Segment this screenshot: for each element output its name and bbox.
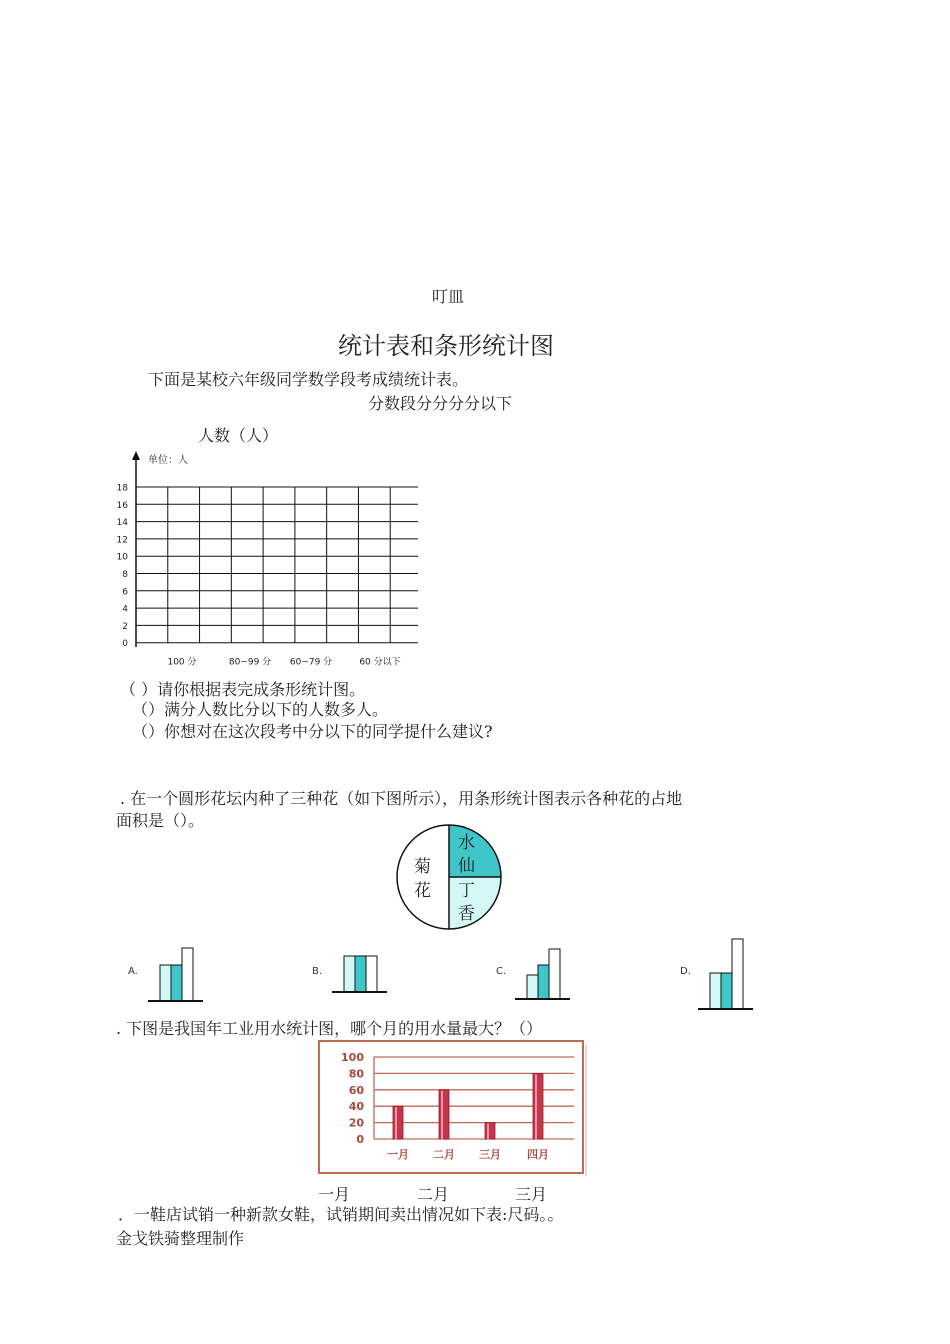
narcissus-label-1: 水 bbox=[458, 833, 475, 853]
grid-y-tick-label: 16 bbox=[116, 500, 128, 511]
grid-y-tick-label: 18 bbox=[116, 483, 128, 494]
option-a-bar-1 bbox=[160, 965, 171, 1001]
option-d-bar-3 bbox=[732, 939, 743, 1009]
intro-text: 下面是某校六年级同学数学段考成绩统计表。 bbox=[148, 370, 469, 389]
water-x-label: 四月 bbox=[527, 1148, 549, 1161]
blank-grid-chart bbox=[108, 448, 418, 676]
option-c-bar-1 bbox=[527, 975, 538, 999]
option-b-label: B. bbox=[312, 966, 323, 977]
grid-y-tick-label: 10 bbox=[116, 552, 128, 563]
water-bar-highlight bbox=[395, 1107, 397, 1139]
water-x-label: 二月 bbox=[433, 1148, 455, 1161]
table-header: 分数段分分分分以下 bbox=[368, 394, 513, 413]
lilac-label-2: 香 bbox=[458, 904, 475, 924]
grid-lines bbox=[136, 487, 418, 643]
chrysanthemum-label-2: 花 bbox=[414, 881, 431, 901]
option-c-chart bbox=[512, 944, 574, 1004]
water-y-tick-label: 0 bbox=[356, 1133, 364, 1146]
option-d-chart bbox=[696, 934, 756, 1014]
option-c-label: C. bbox=[496, 966, 507, 977]
flower-question-line-1: . 在一个圆形花坛内种了三种花（如下图所示），用条形统计图表示各种花的占地 bbox=[120, 789, 683, 808]
option-a-bar-3 bbox=[182, 948, 193, 1001]
water-question: . 下图是我国年工业用水统计图，哪个月的用水量最大？（） bbox=[116, 1019, 543, 1038]
below-label-2: 二月 bbox=[417, 1185, 450, 1204]
option-a-bar-2 bbox=[171, 965, 182, 1001]
water-y-tick-label: 80 bbox=[348, 1067, 364, 1081]
question-2: （）满分人数比分以下的人数多人。 bbox=[132, 700, 389, 719]
flower-bed-circle bbox=[395, 822, 503, 932]
option-b-chart bbox=[330, 944, 390, 1004]
water-usage-chart bbox=[316, 1038, 588, 1178]
grid-y-tick-label: 8 bbox=[122, 570, 128, 580]
option-d-bar-1 bbox=[710, 973, 721, 1009]
option-d-label: D. bbox=[680, 966, 691, 977]
grid-y-tick-label: 14 bbox=[116, 518, 128, 529]
option-c-bar-3 bbox=[549, 949, 560, 999]
water-bar-highlight bbox=[487, 1124, 489, 1139]
grid-y-tick-label: 6 bbox=[122, 587, 128, 598]
grid-y-tick-label: 0 bbox=[122, 639, 128, 650]
unit-label: 单位：人 bbox=[148, 455, 188, 466]
water-bar-highlight bbox=[535, 1074, 537, 1139]
grid-x-label: 100 分 bbox=[167, 657, 197, 668]
page-title: 统计表和条形统计图 bbox=[338, 332, 554, 360]
flower-question-line-2: 面积是（）。 bbox=[116, 811, 205, 830]
below-label-3: 三月 bbox=[515, 1185, 548, 1204]
water-y-tick-label: 60 bbox=[348, 1083, 364, 1097]
question-1: （ ）请你根据表完成条形统计图。 bbox=[120, 680, 366, 699]
option-d-bar-2 bbox=[721, 973, 732, 1009]
water-bar bbox=[439, 1090, 449, 1139]
option-c-bar-2 bbox=[538, 965, 549, 999]
option-a-chart bbox=[146, 944, 206, 1004]
shoe-question: ．一鞋店试销一种新款女鞋，试销期间卖出情况如下表:尺码。。 bbox=[118, 1205, 564, 1224]
grid-x-label: 60 分以下 bbox=[359, 657, 401, 668]
footer-text: 金戈铁骑整理制作 bbox=[116, 1229, 245, 1248]
water-y-tick-label: 100 bbox=[341, 1051, 364, 1064]
question-3: （）你想对在这次段考中分以下的同学提什么建议? bbox=[132, 722, 493, 741]
grid-y-tick-label: 12 bbox=[116, 535, 128, 546]
y-axis-arrow-icon bbox=[132, 451, 140, 460]
grid-x-labels bbox=[167, 656, 400, 668]
option-b-bar-1 bbox=[344, 956, 355, 992]
water-y-tick-label: 40 bbox=[348, 1100, 364, 1114]
narcissus-label-2: 仙 bbox=[458, 856, 475, 876]
water-x-label: 三月 bbox=[479, 1148, 501, 1161]
option-b-bar-2 bbox=[355, 956, 366, 992]
water-x-label: 一月 bbox=[387, 1148, 409, 1161]
below-label-1: 一月 bbox=[318, 1185, 351, 1204]
grid-x-label: 80~99 分 bbox=[228, 657, 272, 668]
water-bar bbox=[533, 1073, 543, 1139]
chrysanthemum-label-1: 菊 bbox=[414, 857, 431, 877]
water-bar bbox=[393, 1106, 403, 1139]
water-bar bbox=[485, 1123, 495, 1139]
option-a-label: A. bbox=[128, 966, 138, 977]
grid-y-ticks bbox=[117, 484, 129, 650]
grid-x-label: 60~79 分 bbox=[289, 657, 333, 668]
header-mark: 叮皿 bbox=[432, 287, 465, 306]
lilac-label-1: 丁 bbox=[458, 881, 475, 901]
water-y-tick-label: 20 bbox=[348, 1116, 364, 1130]
grid-y-tick-label: 2 bbox=[122, 621, 128, 632]
grid-y-tick-label: 4 bbox=[122, 604, 128, 615]
water-bar-highlight bbox=[441, 1091, 443, 1139]
table-row-label: 人数（人） bbox=[198, 426, 279, 445]
option-b-bar-3 bbox=[366, 956, 377, 992]
